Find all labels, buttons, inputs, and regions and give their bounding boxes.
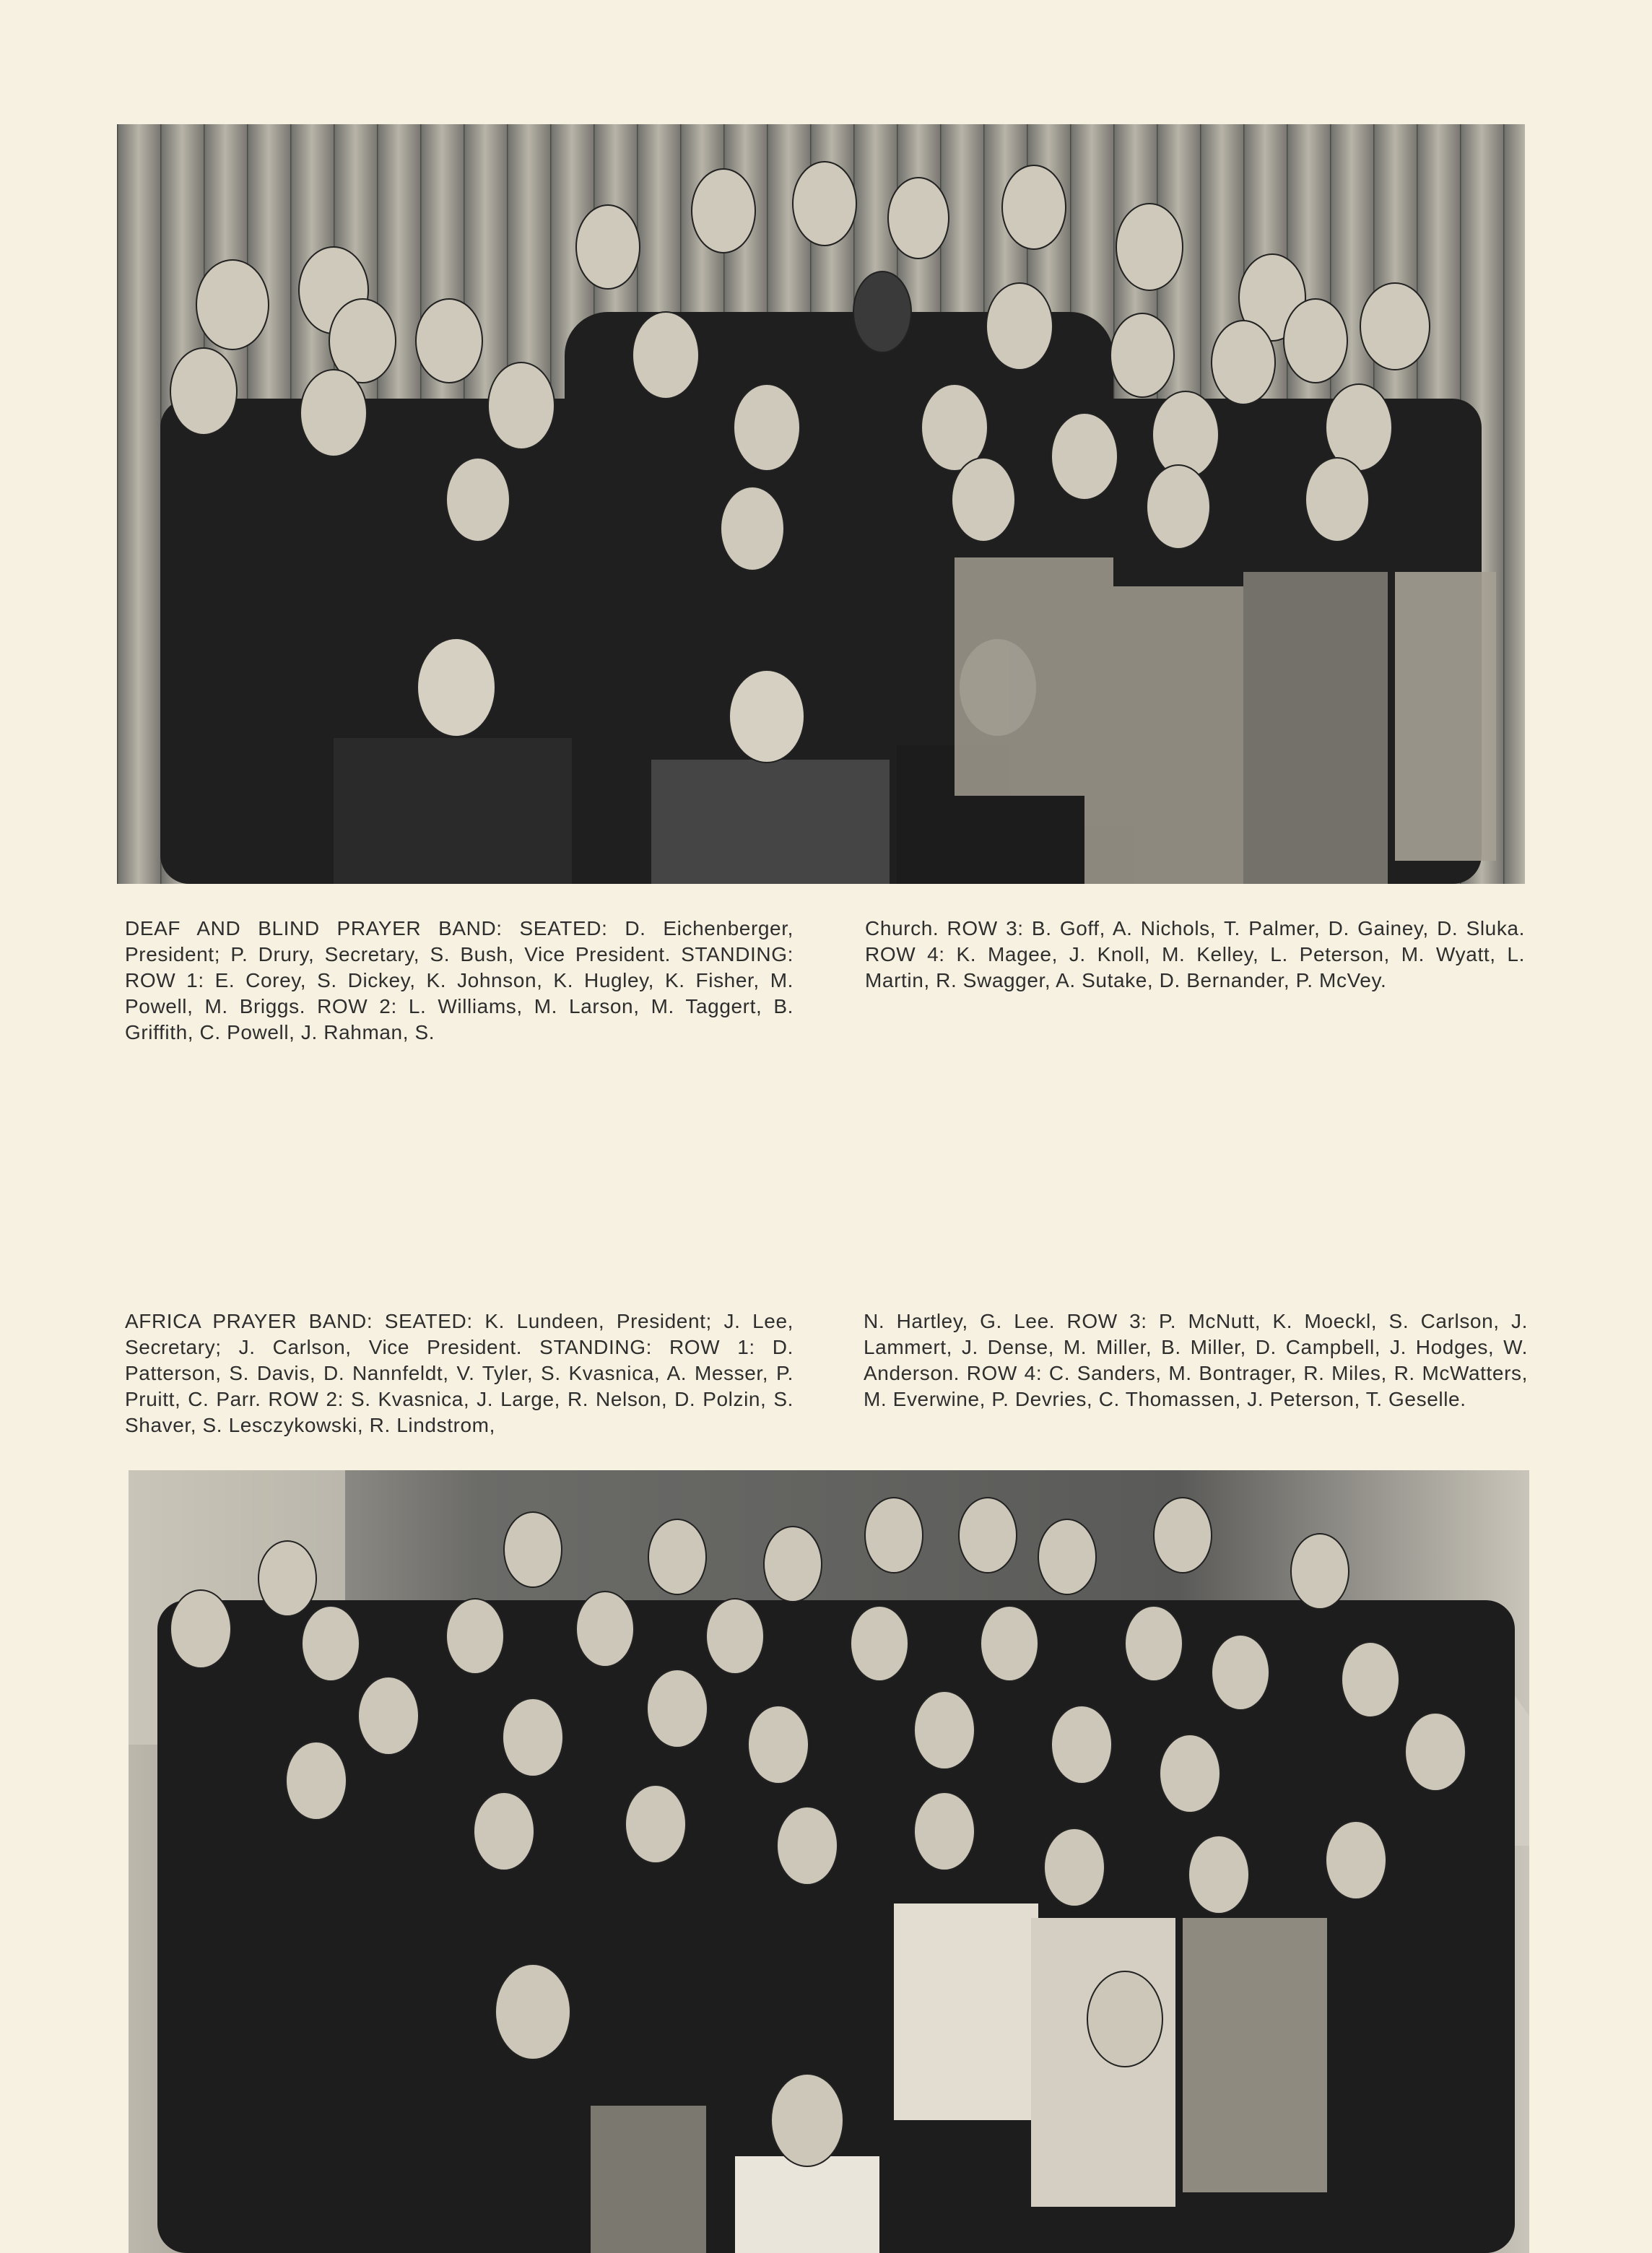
deaf-blind-group-photo xyxy=(117,124,1525,884)
africa-photo-image xyxy=(129,1470,1529,2253)
africa-caption-part1: AFRICA PRAYER BAND: SEATED: K. Lundeen, President; J. Lee, Secretary; J. Carlson, Vice President. STANDING: ROW 1: D. Patterson, S. Davis, D. Nannfeldt, V. Tyler, S. Kvasnica, A. Messer, P. Pruitt, C. Parr. ROW 2: S. Kvasnica, J. Large, R. Nelson, D. Polzin, S. Shaver, S. Lesczykowski, R. Lindstrom, xyxy=(125,1310,794,1436)
africa-group-photo xyxy=(129,1470,1529,2253)
deaf-blind-caption-part1: DEAF AND BLIND PRAYER BAND: SEATED: D. Eichenberger, President; P. Drury, Secretary, S. Bush, Vice President. STANDING: ROW 1: E. Corey, S. Dickey, K. Johnson, K. Hugley, K. Fisher, M. Powell, M. Briggs. ROW 2: L. Williams, M. Larson, M. Taggert, B. Griffith, C. Powell, J. Rahman, S. xyxy=(125,917,794,1043)
africa-caption-part2: N. Hartley, G. Lee. ROW 3: P. McNutt, K. Moeckl, S. Carlson, J. Lammert, J. Dense, M. Miller, B. Miller, D. Campbell, J. Hodges, W. Anderson. ROW 4: C. Sanders, M. Bontrager, R. Miles, R. McWatters, M. Everwine, P. Devries, C. Thomassen, J. Peterson, T. Geselle. xyxy=(864,1310,1528,1410)
deaf-blind-photo-image xyxy=(117,124,1525,884)
deaf-blind-caption-part2: Church. ROW 3: B. Goff, A. Nichols, T. Palmer, D. Gainey, D. Sluka. ROW 4: K. Magee, J. Knoll, M. Kelley, L. Peterson, M. Wyatt, L. Martin, R. Swagger, A. Sutake, D. Bernander, P. McVey. xyxy=(865,917,1525,991)
